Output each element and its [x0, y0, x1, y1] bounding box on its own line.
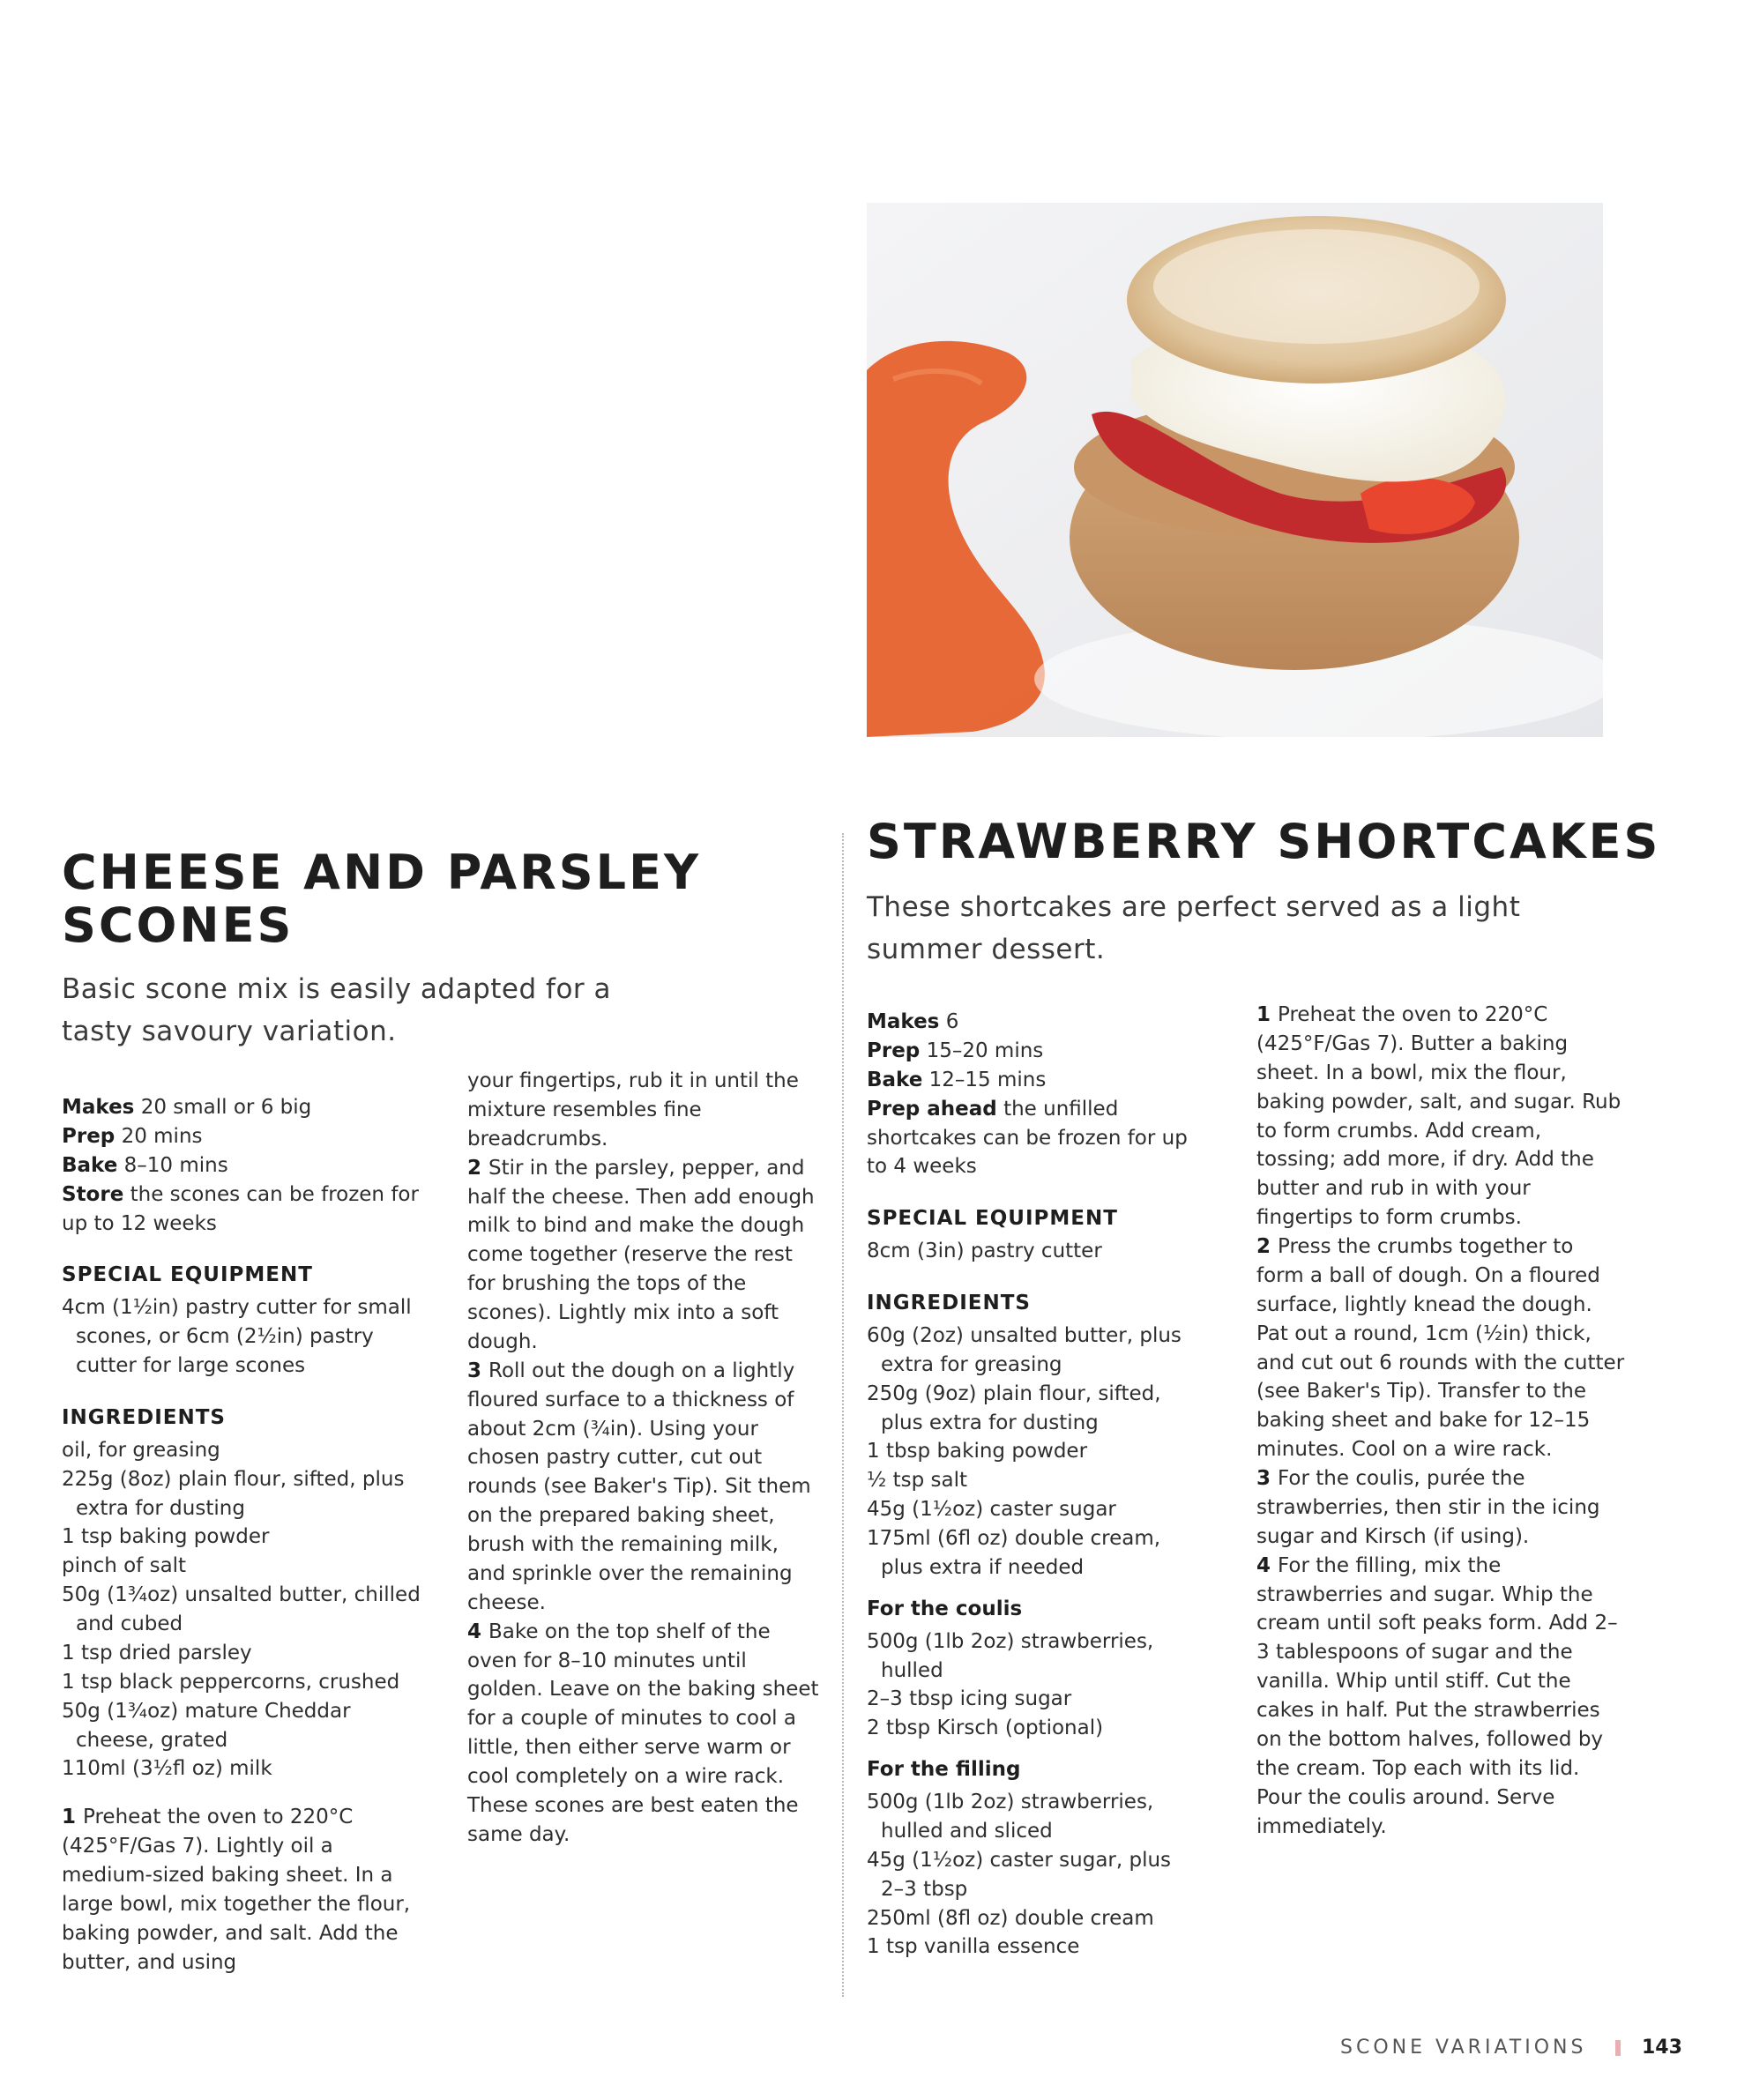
- method-step: 2 Press the crumbs together to form a ball of dough. On a floured surface, lightly knead the dough. Pat out a round, 1cm (½in) thick, and cut out 6 rounds with the cutter (see Baker's Tip). Transfer to the baking sheet and bake for 12–15 minutes. Cool on a wire rack.: [1256, 1235, 1625, 1462]
- recipe-intro: Basic scone mix is easily adapted for a tasty savoury variation.: [62, 973, 612, 1048]
- ingredient-item: 225g (8oz) plain flour, sifted, plus extra for dusting: [62, 1467, 405, 1520]
- method-step: 3 Roll out the dough on a lightly floured surface to a thickness of about 2cm (¾in). Using your chosen pastry cutter, cut out rounds (see Baker's Tip). Sit them on the prepared baking sheet, brush with the remaining milk, and sprinkle over the remaining cheese.: [467, 1359, 811, 1614]
- ingredient-item: 2 tbsp Kirsch (optional): [867, 1716, 1104, 1740]
- ingredient-item: oil, for greasing: [62, 1438, 220, 1462]
- filling-heading: For the filling: [867, 1758, 1021, 1782]
- ingredient-item: 50g (1¾oz) unsalted butter, chilled and cubed: [62, 1583, 421, 1635]
- column-divider: [842, 833, 844, 1997]
- ingredient-item: 110ml (3½fl oz) milk: [62, 1757, 272, 1781]
- meta-bake: Bake 8–10 mins: [62, 1153, 228, 1177]
- method-step: 4 For the filling, mix the strawberries and sugar. Whip the cream until soft peaks form. Add 2–3 tablespoons of sugar and the vanilla. Whip until stiff. Cut the cakes in half. Put the strawberries on the bottom halves, followed by the cream. Top each with its lid. Pour the coulis around. Serve immediately.: [1256, 1553, 1618, 1838]
- footer-divider-mark: [1615, 2040, 1621, 2056]
- ingredient-item: 250ml (8fl oz) double cream: [867, 1906, 1154, 1930]
- ingredient-item: 1 tsp baking powder: [62, 1525, 270, 1549]
- ingredient-item: 45g (1½oz) caster sugar, plus 2–3 tbsp: [867, 1848, 1172, 1901]
- method-step-continued: your fingertips, rub it in until the mixture resembles fine breadcrumbs.: [467, 1069, 799, 1151]
- equipment-heading: SPECIAL EQUIPMENT: [867, 1207, 1118, 1231]
- ingredient-item: 1 tsp black peppercorns, crushed: [62, 1670, 400, 1694]
- ingredient-item: pinch of salt: [62, 1554, 187, 1578]
- left-column-2: [467, 1067, 820, 1850]
- shortcake-photo: [867, 203, 1603, 737]
- recipe-intro: These shortcakes are perfect served as a light summer dessert.: [867, 891, 1521, 966]
- method-step: 1 Preheat the oven to 220°C (425°F/Gas 7). Butter a baking sheet. In a bowl, mix the flour, baking powder, salt, and sugar. Rub to form crumbs. Add cream, tossing; add more, if dry. Add the butter and rub in with your fingertips to form crumbs.: [1256, 1003, 1621, 1230]
- meta-bake: Bake 12–15 mins: [867, 1068, 1047, 1091]
- method-step: 1 Preheat the oven to 220°C (425°F/Gas 7). Lightly oil a medium-sized baking sheet. In a large bowl, mix together the flour, baking powder, and salt. Add the butter, and using: [62, 1806, 411, 1974]
- meta-store: Store the scones can be frozen for up to 12 weeks: [62, 1182, 419, 1235]
- ingredient-item: 45g (1½oz) caster sugar: [867, 1498, 1116, 1522]
- meta-makes: Makes 6: [867, 1010, 959, 1033]
- ingredient-item: 500g (1lb 2oz) strawberries, hulled: [867, 1629, 1154, 1682]
- method-step: 3 For the coulis, purée the strawberries, then stir in the icing sugar and Kirsch (if using).: [1256, 1467, 1600, 1548]
- right-column-1: [867, 1008, 1193, 1962]
- section-label: SCONE VARIATIONS: [1340, 2037, 1587, 2059]
- method-step: 4 Bake on the top shelf of the oven for 8–10 minutes until golden. Leave on the baking sheet for a couple of minutes to cool a little, then either serve warm or cool completely on a wire rack. These scones are best eaten the same day.: [467, 1620, 819, 1846]
- recipe-title-strawberry-shortcakes: STRAWBERRY SHORTCAKES: [867, 814, 1661, 869]
- left-column-1: [62, 1093, 423, 1977]
- ingredient-item: 50g (1¾oz) mature Cheddar cheese, grated: [62, 1699, 351, 1752]
- meta-prep: Prep 15–20 mins: [867, 1039, 1044, 1062]
- ingredient-item: 1 tsp vanilla essence: [867, 1935, 1080, 1959]
- method-step: 2 Stir in the parsley, pepper, and half the cheese. Then add enough milk to bind and make the dough come together (reserve the rest for brushing the tops of the scones). Lightly mix into a soft dough.: [467, 1156, 815, 1353]
- right-column-2: [1256, 1001, 1627, 1841]
- coulis-heading: For the coulis: [867, 1597, 1023, 1620]
- page-number: 143: [1642, 2037, 1682, 2059]
- meta-makes: Makes 20 small or 6 big: [62, 1096, 312, 1119]
- title-line-1: CHEESE AND PARSLEY: [62, 845, 702, 900]
- ingredient-item: 500g (1lb 2oz) strawberries, hulled and sliced: [867, 1791, 1154, 1843]
- ingredient-item: 1 tsp dried parsley: [62, 1641, 252, 1664]
- title-line-2: SCONES: [62, 897, 294, 954]
- ingredient-item: 60g (2oz) unsalted butter, plus extra for greasing: [867, 1323, 1182, 1376]
- ingredient-item: 1 tbsp baking powder: [867, 1440, 1088, 1463]
- ingredients-heading: INGREDIENTS: [62, 1405, 226, 1429]
- recipe-title-cheese-scones: [62, 846, 732, 953]
- meta-prep: Prep 20 mins: [62, 1124, 203, 1148]
- equipment-heading: SPECIAL EQUIPMENT: [62, 1263, 313, 1287]
- ingredient-item: ½ tsp salt: [867, 1469, 968, 1493]
- ingredient-item: 175ml (6fl oz) double cream, plus extra if needed: [867, 1527, 1161, 1579]
- ingredient-item: 2–3 tbsp icing sugar: [867, 1687, 1072, 1711]
- equipment-item: 4cm (1½in) pastry cutter for small scones, or 6cm (2½in) pastry cutter for large scones: [62, 1296, 412, 1377]
- ingredients-heading: INGREDIENTS: [867, 1292, 1031, 1314]
- ingredient-item: 250g (9oz) plain flour, sifted, plus extra for dusting: [867, 1381, 1161, 1434]
- meta-prep-ahead: Prep ahead the unfilled shortcakes can be frozen for up to 4 weeks: [867, 1097, 1188, 1179]
- equipment-item: 8cm (3in) pastry cutter: [867, 1240, 1102, 1263]
